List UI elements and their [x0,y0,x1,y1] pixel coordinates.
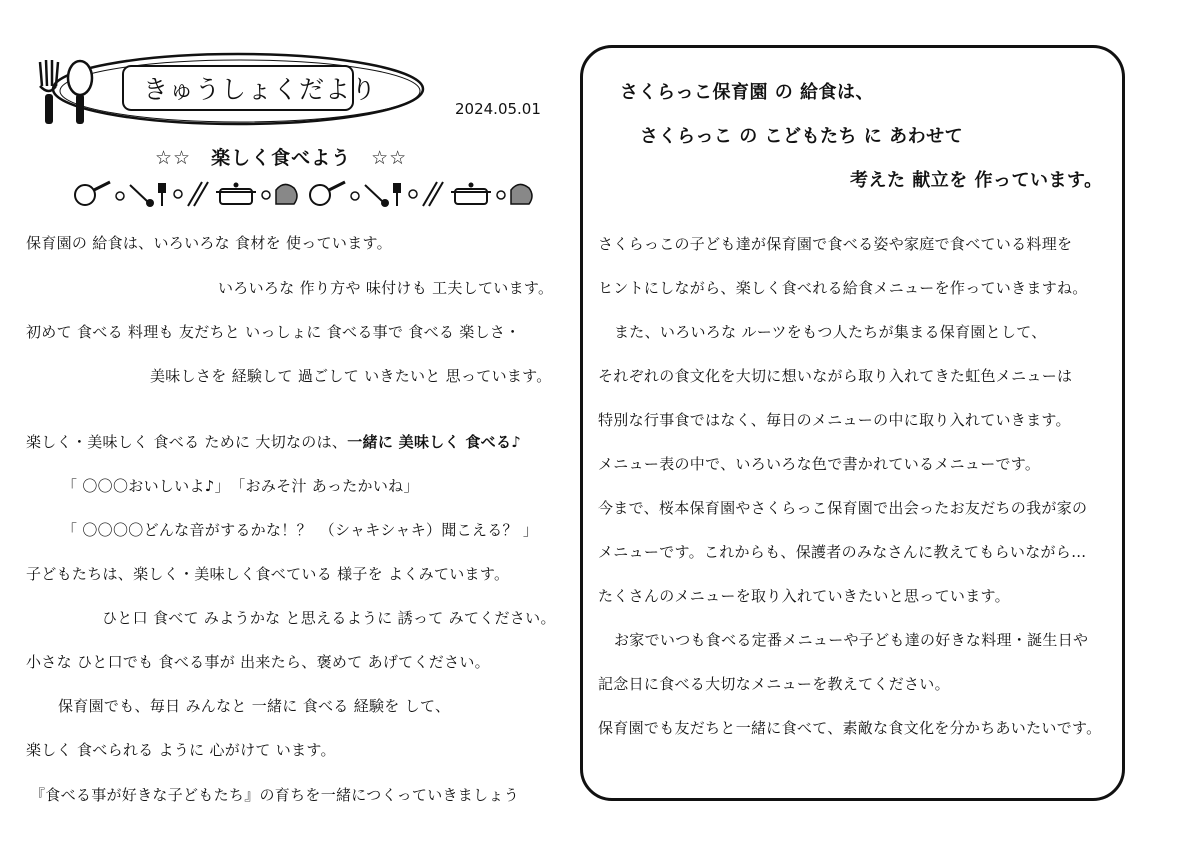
box-body-line: それぞれの食文化を大切に想いながら取り入れてきた虹色メニューは [598,367,1073,385]
body-line: 初めて 食べる 料理も 友だちと いっしょに 食べる事で 食べる 楽しさ・ [26,323,521,341]
oven-mitt-icon [511,184,532,204]
box-body-line: 保育園でも友だちと一緒に食べて、素敵な食文化を分かちあいたいです。 [598,719,1102,737]
box-body-line: 特別な行事食ではなく、毎日のメニューの中に取り入れていきます。 [598,411,1071,429]
box-body-line: たくさんのメニューを取り入れていきたいと思っています。 [598,587,1010,605]
flower-icon [409,190,417,198]
flower-icon [174,190,182,198]
flower-icon [116,192,124,200]
fork-icon [40,60,58,124]
body-line: 美味しさを 経験して 過ごして いきたいと 思っています。 [150,367,552,385]
box-body-line: ヒントにしながら、楽しく食べれる給食メニューを作っていきますね。 [598,279,1088,297]
left-column [0,0,580,848]
spoon-icon [68,61,92,124]
newsletter-title: きゅうしょくだより [142,75,377,104]
box-body-line: 記念日に食べる大切なメニューを教えてください。 [598,675,950,693]
body-line: 楽しく 食べられる ように 心がけて います。 [26,741,336,759]
chopsticks-icon [423,182,443,206]
chopsticks-icon [188,182,208,206]
pot-icon [216,183,256,205]
spatula-icon [393,183,401,206]
flower-icon [262,191,270,199]
box-body-line: メニュー表の中で、いろいろな色で書かれているメニューです。 [598,455,1041,473]
utensil-decoration-row [70,180,540,208]
frying-pan-icon [310,182,345,205]
box-title-line: さくらっこ の こどもたち に あわせて [640,126,964,147]
body-line: 子どもたちは、楽しく・美味しく食べている 様子を よくみています。 [26,565,510,583]
body-line: ひと口 食べて みようかな と思えるように 誘って みてください。 [102,609,556,627]
pot-icon [451,183,491,205]
body-line-text: 楽しく・美味しく 食べる ために 大切なのは、 [26,433,348,451]
body-line: 保育園でも、毎日 みんなと 一緒に 食べる 経験を して、 [58,697,451,715]
frying-pan-icon [75,182,110,205]
box-body-line: メニューです。これからも、保護者のみなさんに教えてもらいながら… [598,543,1087,561]
emphasis-text: 一緒に 美味しく 食べる♪ [347,433,522,451]
box-body-line: さくらっこの子ども達が保育園で食べる姿や家庭で食べている料理を [598,235,1073,253]
oven-mitt-icon [276,184,297,204]
body-line [26,431,521,452]
box-body-line: また、いろいろな ルーツをもつ人たちが集まる保育園として、 [614,323,1047,341]
box-body-line: 今まで、桜本保育園やさくらっこ保育園で出会ったお友だちの我が家の [598,499,1088,517]
box-body-line: お家でいつも食べる定番メニューや子ども達の好きな料理・誕生日や [614,631,1089,649]
body-line: 保育園の 給食は、いろいろな 食材を 使っています。 [26,234,392,252]
box-title-line: さくらっこ保育園 の 給食は、 [620,82,875,103]
box-title-line: 考えた 献立を 作っています。 [850,170,1103,191]
body-line: いろいろな 作り方や 味付けも 工夫しています。 [218,279,554,297]
ladle-icon [365,185,389,207]
issue-date: 2024.05.01 [455,100,541,118]
quote-line: 「 〇〇〇〇どんな音がするかな！？ （シャキシャキ）聞こえる？ 」 [62,521,539,539]
closing-line: 『食べる事が好きな子どもたち』の育ちを一緒につくっていきましょう [30,786,520,804]
ladle-icon [130,185,154,207]
spatula-icon [158,183,166,206]
section-subtitle: ☆☆ 楽しく食べよう ☆☆ [155,147,408,169]
body-line: 小さな ひと口でも 食べる事が 出来たら、褒めて あげてください。 [26,653,490,671]
flower-icon [351,192,359,200]
quote-line: 「 〇〇〇おいしいよ♪」 「おみそ汁 あったかいね」 [62,477,419,495]
flower-icon [497,191,505,199]
